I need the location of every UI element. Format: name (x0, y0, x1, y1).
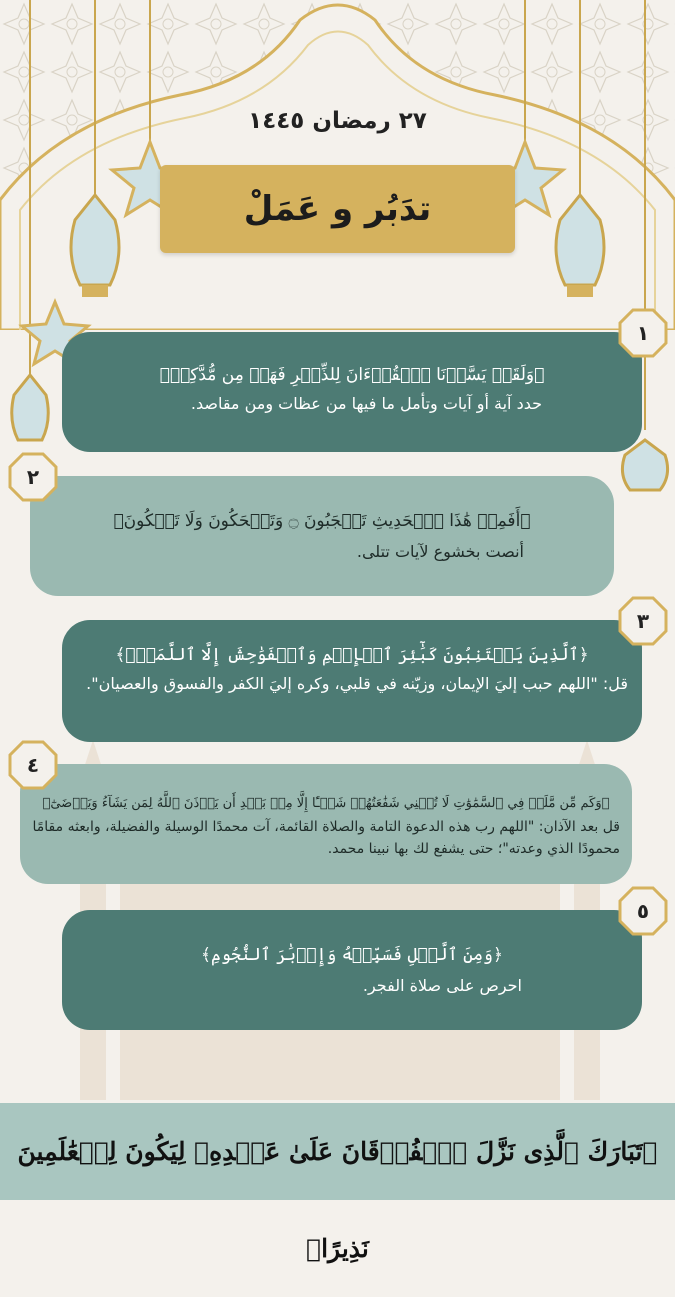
card-2 (30, 476, 614, 596)
card-2-task: أنصت بخشوع لآيات تتلى. (356, 542, 524, 561)
badge-4 (8, 740, 58, 790)
card-3-verse: ﴿ٱلَّذِينَ يَجۡتَنِبُونَ كَبَٰٓئِرَ ٱلۡإِثۡمِ وَٱلۡفَوَٰحِشَ إِلَّا ٱللَّمَمَۚ﴾ (115, 645, 589, 665)
badge-3-number: ٣ (636, 609, 650, 633)
badge-3 (618, 596, 668, 646)
card-5-verse: ﴿وَمِنَ ٱلَّيۡلِ فَسَبِّحۡهُ وَإِدۡبَٰرَ ٱلنُّجُومِ﴾ (201, 945, 503, 965)
badge-4-number: ٤ (26, 753, 40, 777)
badge-2 (8, 452, 58, 502)
card-5-task: احرص على صلاة الفجر. (362, 976, 522, 995)
card-4 (20, 764, 632, 884)
page-title: تدَبُر و عَمَلْ (243, 189, 432, 229)
card-3 (62, 620, 642, 742)
badge-1-number: ١ (636, 321, 650, 345)
badge-5 (618, 886, 668, 936)
badge-1 (618, 308, 668, 358)
card-2-verse: ﴿أَفَمِنۡ هَٰذَا ٱلۡحَدِيثِ تَعۡجَبُونَ ۝ وَتَضۡحَكُونَ وَلَا تَبۡكُونَ﴾ (113, 511, 531, 531)
badge-2-number: ٢ (26, 465, 40, 489)
card-1 (62, 332, 642, 452)
card-1-verse: ﴿وَلَقَدۡ يَسَّرۡنَا ٱلۡقُرۡءَانَ لِلذِّكۡرِ فَهَلۡ مِن مُّدَّكِرٖ﴾ (159, 365, 545, 385)
badge-5-number: ٥ (636, 899, 650, 923)
lantern-icon (556, 195, 604, 297)
lantern-icon (71, 195, 119, 297)
date-label: ٢٧ رمضان ١٤٤٥ (248, 108, 427, 134)
card-5 (62, 910, 642, 1030)
lantern-icon (12, 375, 49, 440)
footer-verse: ﴿تَبَارَكَ ٱلَّذِى نَزَّلَ ٱلۡفُرۡقَانَ عَلَىٰ عَبۡدِهِۦ لِيَكُونَ لِلۡعَٰلَمِينَ نَذِيرًا﴾ (17, 1137, 658, 1263)
card-4-task: قل بعد الآذان: "اللهم رب هذه الدعوة التامة والصلاة القائمة، آت محمدًا الوسيلة والفضيلة، وابعثه مقامًا محمودًا الذي وعدته"؛ حتى يشفع لك بها نبينا محمد. (32, 819, 620, 857)
card-1-task: حدد آية أو آيات وتأمل ما فيها من عظات ومن مقاصد. (190, 394, 542, 413)
card-4-verse: ﴿وَكَم مِّن مَّلَكٖ فِي ٱلسَّمَٰوَٰتِ لَا تُغۡنِي شَفَٰعَتُهُمۡ شَيۡـًٔا إِلَّا مِنۢ بَعۡدِ أَن يَأۡذَنَ ٱللَّهُ لِمَن يَشَآءُ وَيَرۡضَىٰٓ﴾ (42, 796, 610, 811)
card-3-task: قل: "اللهم حبب إليَ الإيمان، وزيّنه في قلبي، وكره إليَ الكفر والفسوق والعصيان". (86, 674, 628, 693)
